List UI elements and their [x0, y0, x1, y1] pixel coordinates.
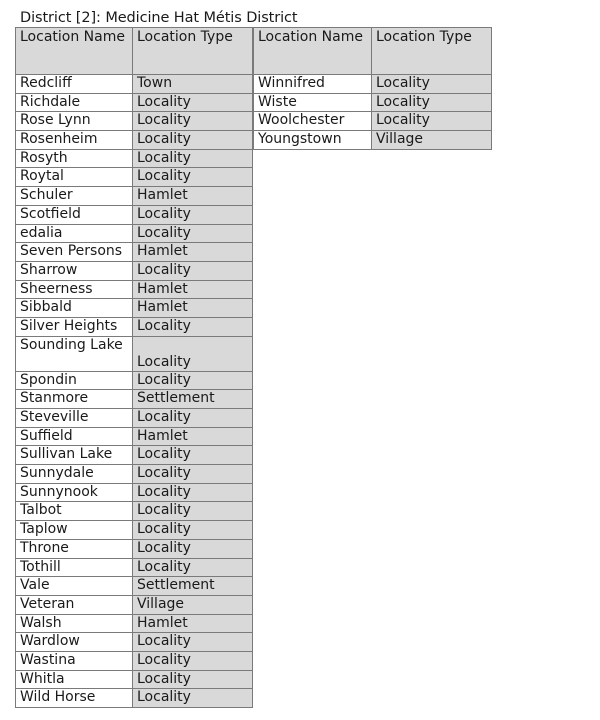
location-name-cell: Wastina [16, 651, 133, 670]
location-name-cell: Wardlow [16, 633, 133, 652]
location-name-cell: Rose Lynn [16, 112, 133, 131]
table-row [16, 317, 253, 336]
table-row [16, 75, 253, 94]
location-name-cell: Walsh [16, 614, 133, 633]
location-name-cell: Rosyth [16, 149, 133, 168]
location-name-cell: Veteran [16, 595, 133, 614]
table-row [16, 149, 253, 168]
location-name-cell: Rosenheim [16, 131, 133, 150]
location-name-cell: Spondin [16, 371, 133, 390]
location-type-cell: Locality [133, 93, 253, 112]
location-type-cell: Locality [133, 558, 253, 577]
location-name-cell: Wiste [254, 93, 372, 112]
location-type-cell: Locality [133, 651, 253, 670]
location-name-cell: Taplow [16, 521, 133, 540]
location-type-cell: Village [133, 595, 253, 614]
location-name-cell: Sheerness [16, 280, 133, 299]
location-name-cell: Roytal [16, 168, 133, 187]
location-name-cell: Talbot [16, 502, 133, 521]
column-header-location-name: Location Name [254, 28, 372, 75]
location-type-cell: Locality [372, 112, 492, 131]
table-row [16, 558, 253, 577]
location-type-cell: Locality [133, 633, 253, 652]
location-type-cell: Village [372, 131, 492, 150]
location-type-cell: Hamlet [133, 280, 253, 299]
location-type-cell: Settlement [133, 577, 253, 596]
location-type-cell: Locality [133, 670, 253, 689]
table-row [254, 131, 492, 150]
location-name-cell: Sunnydale [16, 465, 133, 484]
table-row [16, 390, 253, 409]
table-row [254, 93, 492, 112]
location-name-cell: Silver Heights [16, 317, 133, 336]
table-row [16, 633, 253, 652]
table-row [16, 280, 253, 299]
location-name-cell: Whitla [16, 670, 133, 689]
location-type-cell: Locality [133, 483, 253, 502]
column-header-location-type: Location Type [372, 28, 492, 75]
location-name-cell: Seven Persons [16, 243, 133, 262]
location-name-cell: Schuler [16, 187, 133, 206]
table-row [16, 446, 253, 465]
location-type-cell: Locality [133, 689, 253, 708]
table-header-row [16, 28, 253, 75]
table-row [16, 651, 253, 670]
table-row [16, 614, 253, 633]
location-type-cell: Locality [133, 521, 253, 540]
table-row [16, 187, 253, 206]
location-name-cell: edalia [16, 224, 133, 243]
table-row [16, 336, 253, 371]
table-row [16, 502, 253, 521]
table-row [16, 409, 253, 428]
table-row [16, 299, 253, 318]
table-row [16, 595, 253, 614]
location-type-cell: Locality [133, 224, 253, 243]
location-type-cell: Locality [133, 131, 253, 150]
location-name-cell: Steveville [16, 409, 133, 428]
location-type-cell: Town [133, 75, 253, 94]
location-name-cell: Richdale [16, 93, 133, 112]
location-name-cell: Wild Horse [16, 689, 133, 708]
location-name-cell: Youngstown [254, 131, 372, 150]
table-row [16, 689, 253, 708]
table-row [16, 205, 253, 224]
location-type-cell: Locality [372, 75, 492, 94]
table-row [16, 371, 253, 390]
location-name-cell: Stanmore [16, 390, 133, 409]
table-row [16, 427, 253, 446]
location-name-cell: Redcliff [16, 75, 133, 94]
location-name-cell: Sullivan Lake [16, 446, 133, 465]
location-type-cell: Locality [133, 539, 253, 558]
location-name-cell: Woolchester [254, 112, 372, 131]
location-type-cell: Hamlet [133, 427, 253, 446]
location-type-cell: Locality [133, 446, 253, 465]
table-row [16, 483, 253, 502]
location-type-cell: Locality [133, 205, 253, 224]
location-type-cell: Locality [133, 261, 253, 280]
location-name-cell: Scotfield [16, 205, 133, 224]
column-header-location-type: Location Type [133, 28, 253, 75]
table-header-row [254, 28, 492, 75]
location-table-left [15, 27, 253, 708]
location-name-cell: Throne [16, 539, 133, 558]
table-row [16, 131, 253, 150]
location-name-cell: Suffield [16, 427, 133, 446]
location-type-cell: Locality [133, 317, 253, 336]
table-row [254, 75, 492, 94]
table-row [254, 112, 492, 131]
location-type-cell: Settlement [133, 390, 253, 409]
location-type-cell: Locality [133, 465, 253, 484]
location-name-cell: Sunnynook [16, 483, 133, 502]
location-type-cell: Locality [133, 149, 253, 168]
location-type-cell: Locality [133, 371, 253, 390]
location-name-cell: Sibbald [16, 299, 133, 318]
table-row [16, 465, 253, 484]
table-row [16, 243, 253, 262]
table-row [16, 539, 253, 558]
table-row [16, 521, 253, 540]
location-name-cell: Tothill [16, 558, 133, 577]
location-type-cell: Locality [133, 502, 253, 521]
column-header-location-name: Location Name [16, 28, 133, 75]
table-row [16, 224, 253, 243]
location-type-cell: Locality [133, 168, 253, 187]
table-row [16, 261, 253, 280]
table-row [16, 577, 253, 596]
location-name-cell: Winnifred [254, 75, 372, 94]
location-name-cell: Sounding Lake [16, 336, 133, 371]
page-title: District [2]: Medicine Hat Métis District [20, 10, 298, 26]
location-name-cell: Sharrow [16, 261, 133, 280]
table-row [16, 168, 253, 187]
location-type-cell: Locality [133, 336, 253, 371]
table-row [16, 112, 253, 131]
location-type-cell: Hamlet [133, 614, 253, 633]
location-type-cell: Locality [372, 93, 492, 112]
location-name-cell: Vale [16, 577, 133, 596]
table-row [16, 93, 253, 112]
location-type-cell: Locality [133, 409, 253, 428]
location-type-cell: Hamlet [133, 187, 253, 206]
location-type-cell: Hamlet [133, 243, 253, 262]
location-table-right [253, 27, 492, 150]
table-row [16, 670, 253, 689]
location-type-cell: Hamlet [133, 299, 253, 318]
location-type-cell: Locality [133, 112, 253, 131]
